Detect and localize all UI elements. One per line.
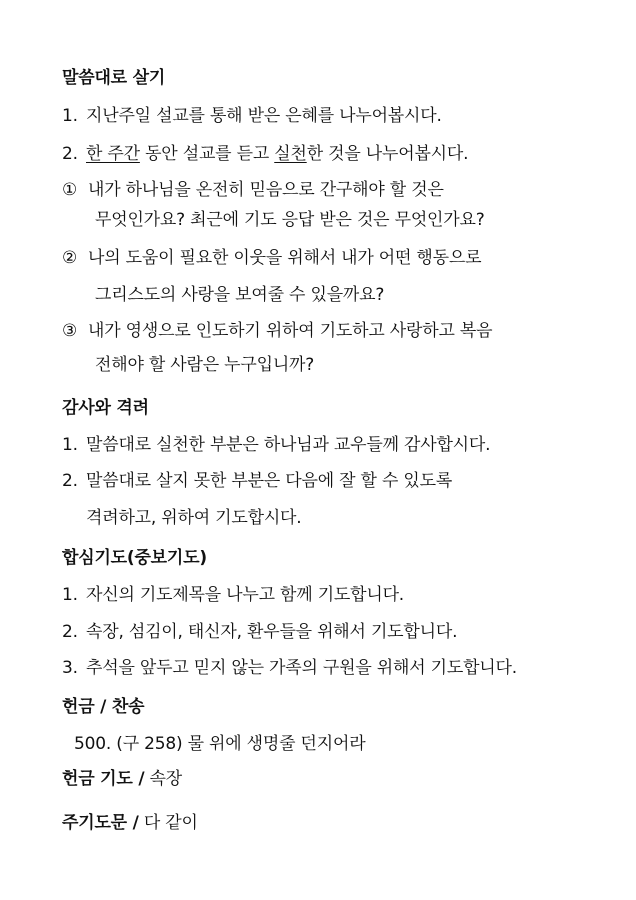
underlined-text: 한 주간 bbox=[86, 144, 140, 164]
leader-name: 속장 bbox=[144, 769, 182, 789]
item-text: 말씀대로 살지 못한 부분은 다음에 잘 할 수 있도록 bbox=[86, 471, 453, 491]
list-item bbox=[62, 583, 404, 607]
item-text: 속장, 섬김이, 태신자, 환우들을 위해서 기도합니다. bbox=[86, 622, 458, 642]
question-item bbox=[62, 319, 492, 343]
item-text: 동안 설교를 듣고 bbox=[139, 144, 275, 164]
question-text: 내가 영생으로 인도하기 위하여 기도하고 사랑하고 복음 bbox=[88, 321, 493, 341]
lords-prayer-line bbox=[62, 811, 198, 835]
section-title-thanks: 감사와 격려 bbox=[62, 398, 149, 418]
item-text: 한 것을 나누어봅시다. bbox=[306, 144, 469, 164]
underlined-text: 실천 bbox=[274, 144, 307, 164]
item-number: 3. bbox=[62, 658, 78, 678]
section-title-lords-prayer: 주기도문 / bbox=[62, 813, 139, 833]
item-number: 1. bbox=[62, 585, 78, 605]
item-text: 자신의 기도제목을 나누고 함께 기도합니다. bbox=[86, 585, 405, 605]
item-number: 1. bbox=[62, 106, 78, 126]
item-number: 1. bbox=[62, 435, 78, 455]
circled-number: ① bbox=[62, 180, 78, 200]
list-item bbox=[62, 433, 490, 457]
list-item bbox=[62, 656, 517, 680]
question-continuation: 전해야 할 사람은 누구입니까? bbox=[95, 355, 315, 375]
item-number: 2. bbox=[62, 471, 78, 491]
hymn-line: 500. (구 258) 물 위에 생명줄 던지어라 bbox=[74, 734, 366, 754]
list-item bbox=[62, 469, 452, 493]
item-text: 추석을 앞두고 믿지 않는 가족의 구원을 위해서 기도합니다. bbox=[86, 658, 517, 678]
list-item bbox=[62, 620, 457, 644]
question-continuation: 무엇인가요? 최근에 기도 응답 받은 것은 무엇인가요? bbox=[95, 210, 485, 230]
question-item bbox=[62, 178, 444, 202]
offering-prayer-line bbox=[62, 767, 182, 791]
section-title-live-word: 말씀대로 살기 bbox=[62, 68, 166, 88]
question-text: 나의 도움이 필요한 이웃을 위해서 내가 어떤 행동으로 bbox=[88, 248, 482, 268]
item-continuation: 격려하고, 위하여 기도합시다. bbox=[86, 508, 302, 528]
item-text: 지난주일 설교를 통해 받은 은혜를 나누어봅시다. bbox=[86, 106, 442, 126]
section-title-offering-prayer: 헌금 기도 / bbox=[62, 769, 145, 789]
section-title-offering: 헌금 / 찬송 bbox=[62, 697, 145, 717]
item-number: 2. bbox=[62, 144, 78, 164]
circled-number: ③ bbox=[62, 321, 78, 341]
circled-number: ② bbox=[62, 248, 78, 268]
question-item bbox=[62, 246, 481, 270]
question-continuation: 그리스도의 사랑을 보여줄 수 있을까요? bbox=[95, 285, 385, 305]
question-text: 내가 하나님을 온전히 믿음으로 간구해야 할 것은 bbox=[88, 180, 444, 200]
list-item bbox=[62, 142, 468, 166]
item-text: 말씀대로 실천한 부분은 하나님과 교우들께 감사합시다. bbox=[86, 435, 491, 455]
section-title-prayer: 합심기도(중보기도) bbox=[62, 548, 207, 568]
list-item bbox=[62, 104, 442, 128]
leader-name: 다 같이 bbox=[138, 813, 198, 833]
item-number: 2. bbox=[62, 622, 78, 642]
